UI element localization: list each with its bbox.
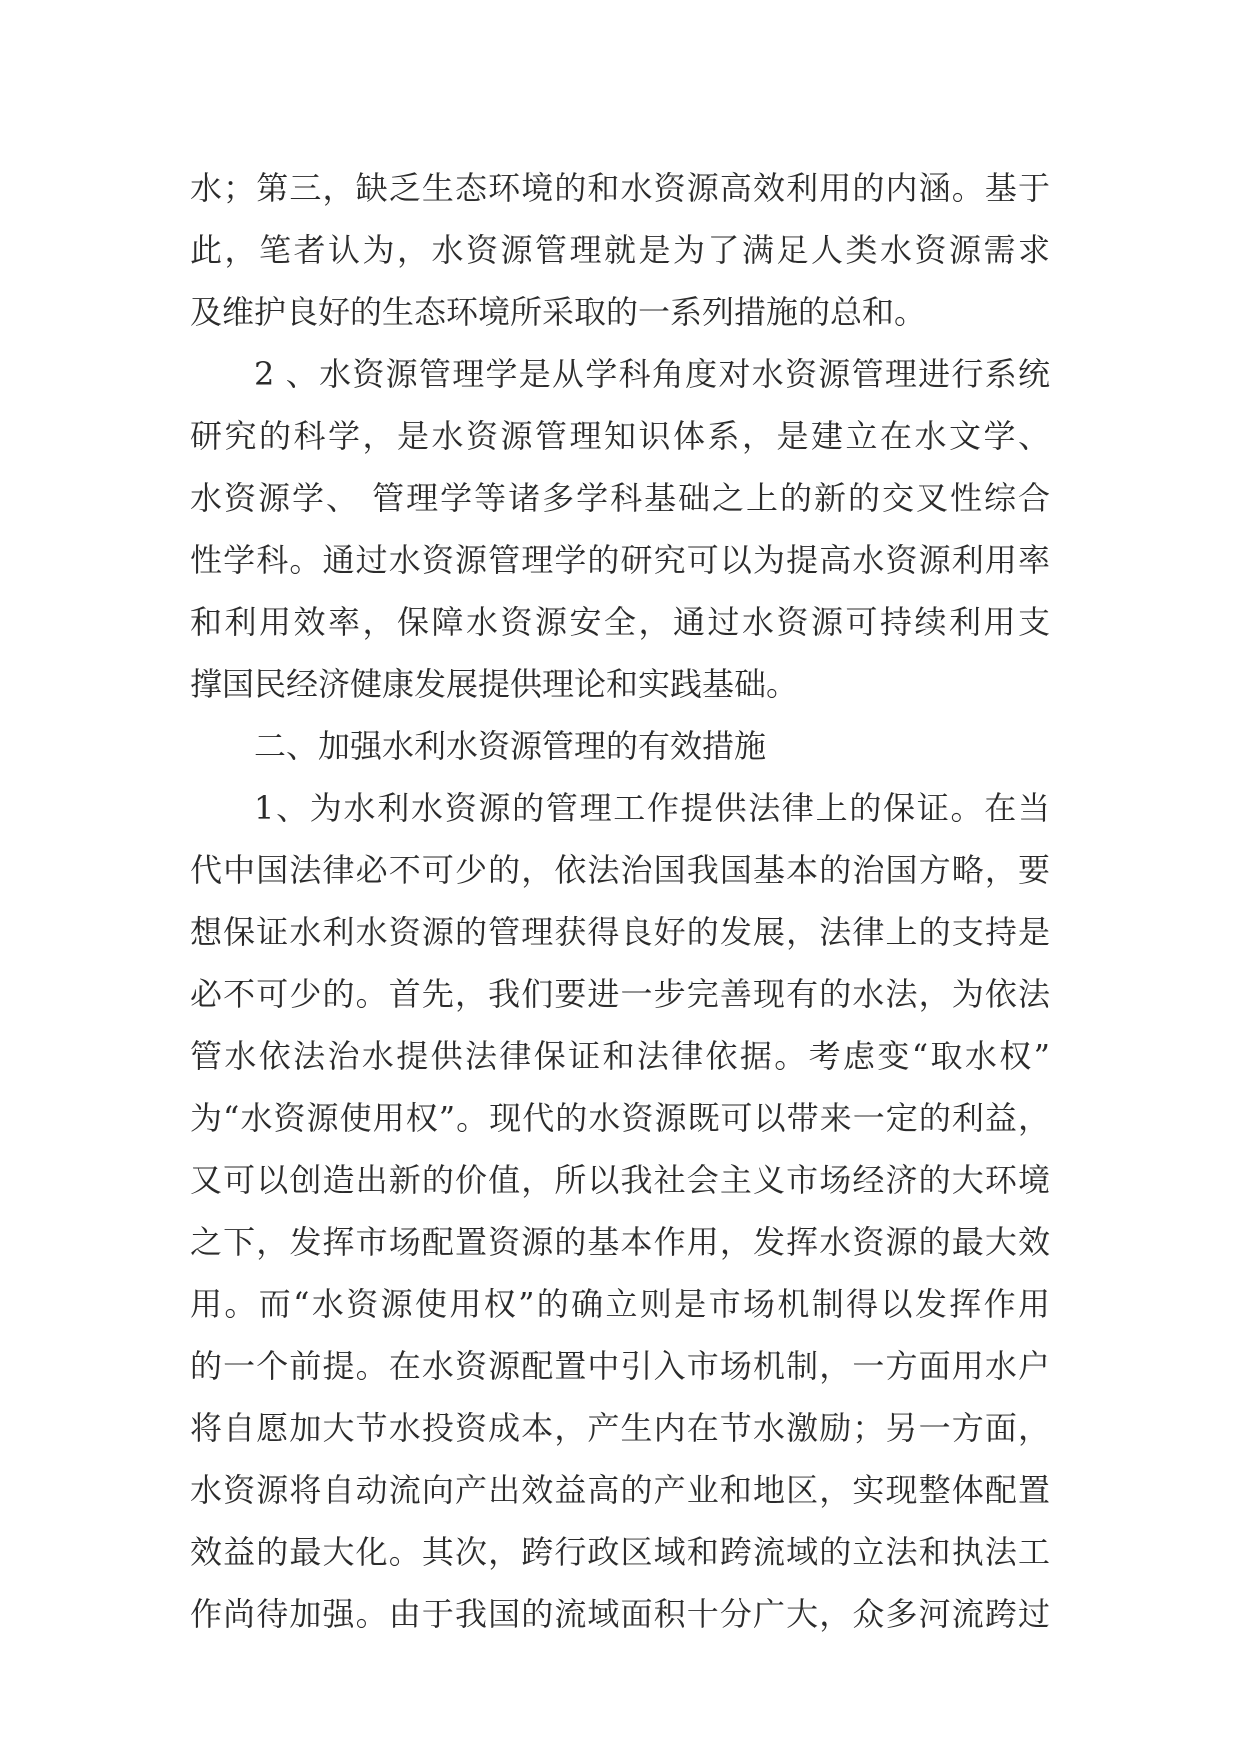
text-line: 水；第三，缺乏生态环境的和水资源高效利用的内涵。基于 xyxy=(190,169,1050,207)
text-line: 和利用效率，保障水资源安全，通过水资源可持续利用支 xyxy=(190,603,1050,641)
text-line: 必不可少的。首先，我们要进一步完善现有的水法，为依法 xyxy=(190,975,1050,1013)
text-line: 效益的最大化。其次，跨行政区域和跨流域的立法和执法工 xyxy=(190,1533,1050,1571)
text-line: 性学科。通过水资源管理学的研究可以为提高水资源利用率 xyxy=(190,541,1050,579)
text-line: 又可以创造出新的价值，所以我社会主义市场经济的大环境 xyxy=(190,1161,1050,1199)
text-line: 水资源学、 管理学等诸多学科基础之上的新的交叉性综合 xyxy=(190,479,1050,517)
text-line: 为“水资源使用权”。现代的水资源既可以带来一定的利益， xyxy=(190,1099,1050,1137)
text-line: 代中国法律必不可少的，依法治国我国基本的治国方略，要 xyxy=(190,851,1050,889)
text-line: 之下，发挥市场配置资源的基本作用，发挥水资源的最大效 xyxy=(190,1223,1050,1261)
text-line: 水资源将自动流向产出效益高的产业和地区，实现整体配置 xyxy=(190,1471,1050,1509)
text-line: 此，笔者认为，水资源管理就是为了满足人类水资源需求 xyxy=(190,231,1050,269)
text-line: 将自愿加大节水投资成本，产生内在节水激励；另一方面， xyxy=(190,1409,1050,1447)
text-line: 的一个前提。在水资源配置中引入市场机制，一方面用水户 xyxy=(190,1347,1050,1385)
text-line: 想保证水利水资源的管理获得良好的发展，法律上的支持是 xyxy=(190,913,1050,951)
section-heading: 二、加强水利水资源管理的有效措施 xyxy=(254,727,767,765)
paragraph-first-line: 2 、水资源管理学是从学科角度对水资源管理进行系统 xyxy=(254,355,1050,393)
paragraph-first-line: 1、为水利水资源的管理工作提供法律上的保证。在当 xyxy=(254,789,1050,827)
text-line: 撑国民经济健康发展提供理论和实践基础。 xyxy=(190,665,799,703)
text-line: 作尚待加强。由于我国的流域面积十分广大，众多河流跨过 xyxy=(190,1595,1050,1633)
text-line: 用。而“水资源使用权”的确立则是市场机制得以发挥作用 xyxy=(190,1285,1050,1323)
text-line: 研究的科学，是水资源管理知识体系，是建立在水文学、 xyxy=(190,417,1050,455)
body-text xyxy=(190,157,1050,1645)
text-line: 及维护良好的生态环境所采取的一系列措施的总和。 xyxy=(190,293,927,331)
text-line: 管水依法治水提供法律保证和法律依据。考虑变“取水权” xyxy=(190,1037,1050,1075)
